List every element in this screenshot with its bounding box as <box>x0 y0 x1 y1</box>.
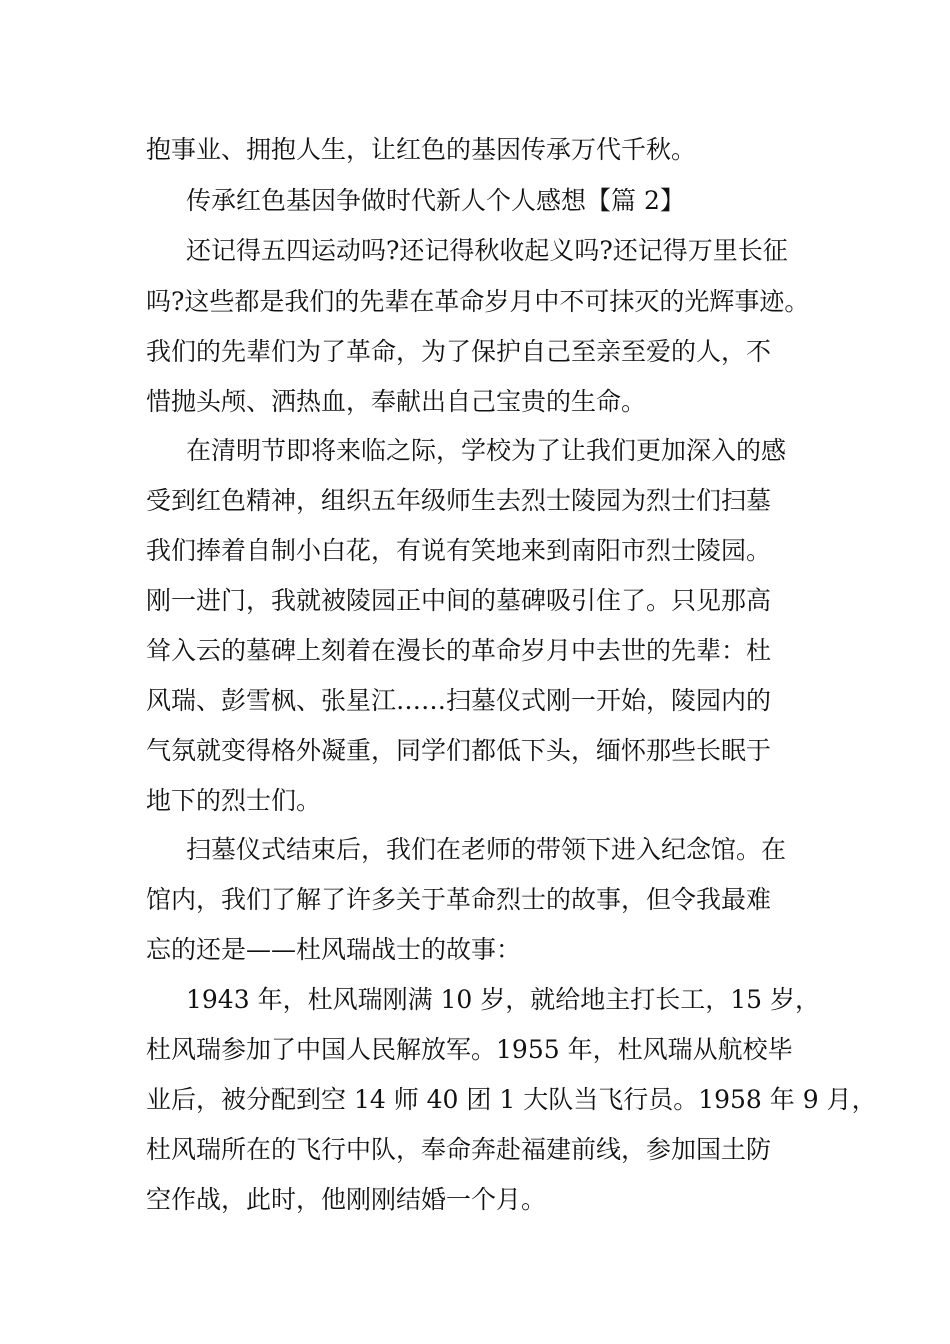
text-line: 吗?这些都是我们的先辈在革命岁月中不可抹灭的光辉事迹。 <box>146 287 810 316</box>
text-line: 受到红色精神，组织五年级师生去烈士陵园为烈士们扫墓 <box>146 486 772 515</box>
text-line: 耸入云的墓碑上刻着在漫长的革命岁月中去世的先辈：杜 <box>146 636 772 665</box>
section-heading: 传承红色基因争做时代新人个人感想【篇 2】 <box>186 186 685 215</box>
text-line: 惜抛头颅、洒热血，奉献出自己宝贵的生命。 <box>146 387 647 416</box>
text-line: 忘的还是——杜风瑞战士的故事： <box>146 935 522 964</box>
text-line: 抱事业、拥抱人生，让红色的基因传承万代千秋。 <box>146 135 697 164</box>
text-line: 气氛就变得格外凝重，同学们都低下头，缅怀那些长眠于 <box>146 736 772 765</box>
text-line: 扫墓仪式结束后，我们在老师的带领下进入纪念馆。在 <box>186 835 787 864</box>
text-line: 我们的先辈们为了革命，为了保护自己至亲至爱的人，不 <box>146 337 772 366</box>
text-line: 地下的烈士们。 <box>146 786 322 815</box>
text-line: 1943 年，杜风瑞刚满 10 岁，就给地主打长工，15 岁， <box>186 985 821 1014</box>
text-line: 杜风瑞参加了中国人民解放军。1955 年，杜风瑞从航校毕 <box>146 1035 793 1064</box>
text-line: 我们捧着自制小白花，有说有笑地来到南阳市烈士陵园。 <box>146 536 772 565</box>
text-line: 业后，被分配到空 14 师 40 团 1 大队当飞行员。1958 年 9 月， <box>146 1085 877 1114</box>
text-line: 空作战，此时，他刚刚结婚一个月。 <box>146 1185 547 1214</box>
text-line: 刚一进门，我就被陵园正中间的墓碑吸引住了。只见那高 <box>146 586 772 615</box>
text-line: 还记得五四运动吗?还记得秋收起义吗?还记得万里长征 <box>186 236 788 265</box>
text-line: 在清明节即将来临之际，学校为了让我们更加深入的感 <box>186 436 787 465</box>
text-line: 风瑞、彭雪枫、张星江……扫墓仪式刚一开始，陵园内的 <box>146 686 772 715</box>
text-line: 杜风瑞所在的飞行中队，奉命奔赴福建前线，参加国土防 <box>146 1135 772 1164</box>
text-line: 馆内，我们了解了许多关于革命烈士的故事，但令我最难 <box>146 885 772 914</box>
